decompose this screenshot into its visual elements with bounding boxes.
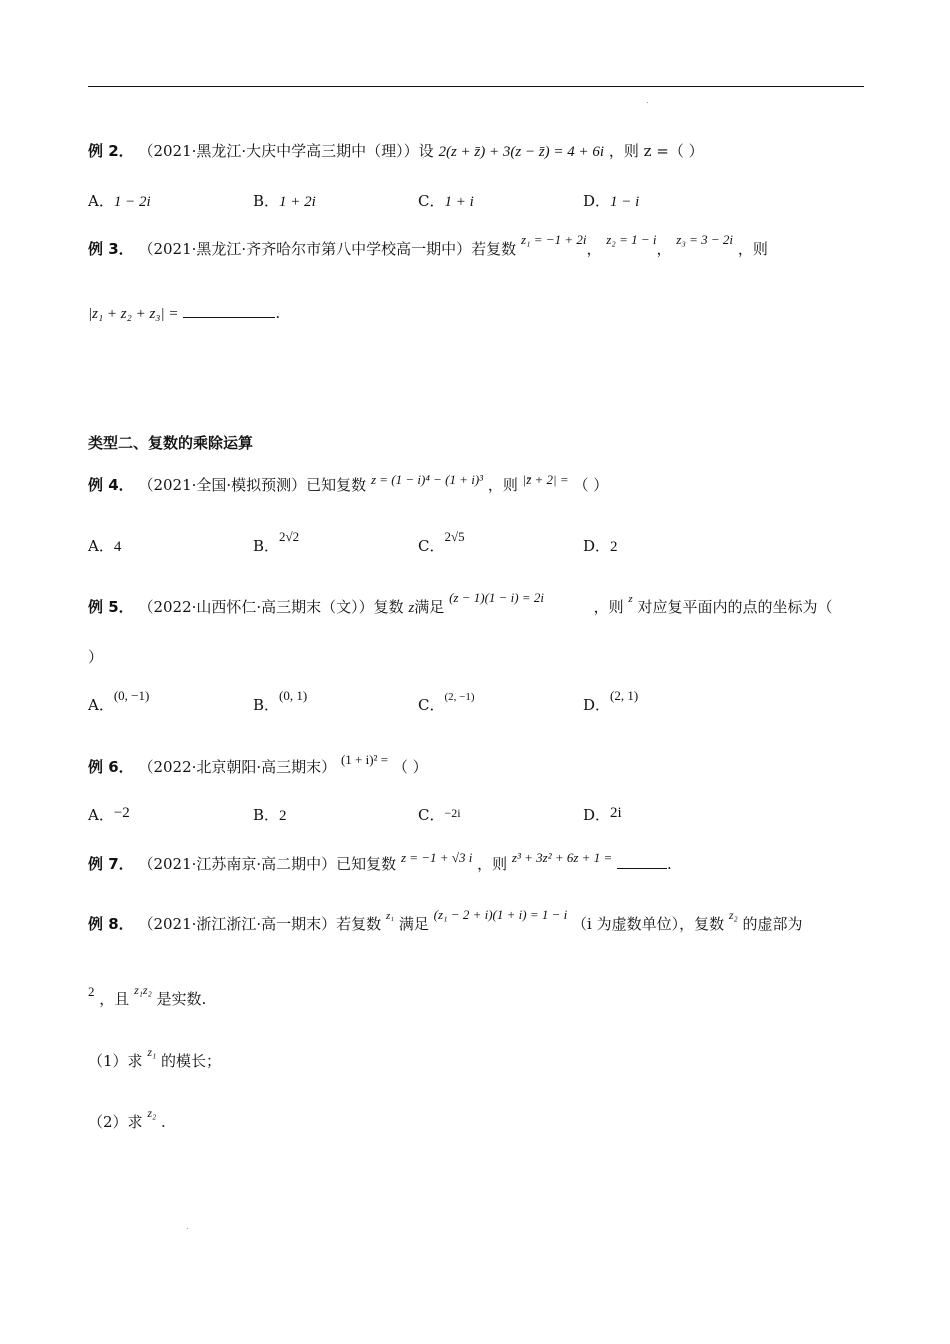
option-value: (2, 1) xyxy=(610,688,639,703)
option-key: C． xyxy=(418,696,445,714)
option-key: A． xyxy=(88,696,114,714)
example-3-z3: z₃ = 3 − 2i xyxy=(676,232,734,247)
q1-tail: 的模长； xyxy=(160,1052,221,1070)
example-5-cond: 满足 xyxy=(414,598,445,616)
footer-dot: . xyxy=(186,1222,189,1231)
option-value: 2 xyxy=(279,808,287,824)
example-8-z2: z₂ xyxy=(728,908,738,922)
example-5-z: z xyxy=(408,600,415,616)
example-4-source: （2021·全国·模拟预测）已知复数 xyxy=(138,476,367,494)
option-value: 1 + i xyxy=(444,194,474,210)
option-value: (0, 1) xyxy=(279,688,308,703)
section-heading: 类型二、复数的乘除运算 xyxy=(88,434,254,452)
example-5-option-c[interactable] xyxy=(418,691,475,718)
option-value: −2 xyxy=(113,805,130,821)
example-7-source: （2021·江苏南京·高二期中）已知复数 xyxy=(138,855,397,873)
example-2-source: （2021·黑龙江·大庆中学高三期中（理））设 xyxy=(138,142,434,160)
option-key: C． xyxy=(418,806,445,824)
example-8-formula: (z₁ − 2 + i)(1 + i) = 1 − i xyxy=(433,907,568,922)
example-4-formula: z = (1 − i)⁴ − (1 + i)³ xyxy=(370,472,484,487)
example-3-expr: |z₁ + z₂ + z₃| = xyxy=(88,306,179,322)
option-value: 4 xyxy=(113,539,122,555)
example-5-option-d[interactable] xyxy=(583,688,639,717)
example-4-option-b[interactable] xyxy=(253,529,300,558)
example-6-option-a[interactable] xyxy=(88,804,130,827)
example-6-option-d[interactable] xyxy=(583,804,622,827)
q2-label: （2）求 xyxy=(88,1113,143,1131)
example-8-source: （2021·浙江浙江·高一期末）若复数 xyxy=(138,915,382,933)
option-value: 2i xyxy=(610,805,622,821)
example-3-z1: z₁ = −1 + 2i xyxy=(520,232,587,247)
example-7-mid: ，则 xyxy=(477,855,508,873)
example-5-tail2: 对应复平面内的点的坐标为（ xyxy=(637,598,833,616)
example-2-tail: ，则 z =（ ） xyxy=(608,142,704,160)
header-rule xyxy=(88,86,864,87)
example-8-label: 例 8． xyxy=(88,915,134,933)
example-3-tail: ，则 xyxy=(737,240,768,258)
example-8-num: 2 xyxy=(88,984,95,999)
example-2-option-d[interactable] xyxy=(583,190,639,213)
example-7 xyxy=(88,850,672,876)
example-7-formula: z = −1 + √3 i xyxy=(400,850,473,865)
option-value: 2√5 xyxy=(444,529,465,544)
example-2 xyxy=(88,140,704,163)
example-2-option-c[interactable] xyxy=(418,190,474,213)
option-key: A． xyxy=(88,192,114,210)
example-4-expr: |z̄ + 2| = xyxy=(522,472,569,487)
example-6-label: 例 6． xyxy=(88,758,134,776)
q1-var: z₁ xyxy=(147,1045,157,1059)
option-key: B． xyxy=(253,192,280,210)
option-key: D． xyxy=(583,537,611,555)
option-key: B． xyxy=(253,806,280,824)
option-key: D． xyxy=(583,696,611,714)
example-3-end: . xyxy=(275,304,281,322)
example-6 xyxy=(88,752,428,779)
example-7-end: . xyxy=(667,855,672,873)
example-8 xyxy=(88,907,803,937)
example-5-option-a[interactable] xyxy=(88,688,150,717)
option-key: B． xyxy=(253,696,280,714)
example-7-expr: z³ + 3z² + 6z + 1 = xyxy=(511,850,613,865)
example-4-label: 例 4． xyxy=(88,476,134,494)
example-8-paren: （i 为虚数单位），复数 xyxy=(572,915,725,933)
q1-label: （1）求 xyxy=(88,1052,143,1070)
example-4-option-a[interactable] xyxy=(88,535,121,558)
option-key: D． xyxy=(583,806,611,824)
example-2-option-a[interactable] xyxy=(88,190,151,213)
option-key: A． xyxy=(88,537,114,555)
option-key: D． xyxy=(583,192,611,210)
option-key: B． xyxy=(253,537,280,555)
example-8-z1: z₁ xyxy=(385,910,395,922)
option-value: 2√2 xyxy=(279,529,300,544)
example-5-source: （2022·山西怀仁·高三期末（文））复数 xyxy=(138,598,404,616)
example-5-option-b[interactable] xyxy=(253,688,308,717)
example-6-option-c[interactable] xyxy=(418,804,461,827)
example-8-line-2 xyxy=(88,983,207,1011)
example-6-formula: (1 + i)² = xyxy=(340,752,389,767)
example-8-question-1 xyxy=(88,1045,221,1073)
example-8-question-2 xyxy=(88,1106,166,1134)
answer-blank[interactable] xyxy=(183,303,275,318)
example-6-option-b[interactable] xyxy=(253,804,287,827)
option-value: (2, −1) xyxy=(444,691,475,703)
example-7-label: 例 7． xyxy=(88,855,134,873)
example-8-cond: 满足 xyxy=(398,915,429,933)
example-3: 例 3． （2021·黑龙江·齐齐哈尔市第八中学校高一期中）若复数 z₁ = −1 + 2i， z₂ = 1 − i， z₃ = 3 − 2i ，则 xyxy=(88,232,768,258)
example-3-z2: z₂ = 1 − i xyxy=(606,232,657,247)
option-value: (0, −1) xyxy=(113,688,150,703)
example-5-label: 例 5． xyxy=(88,598,134,616)
example-8-line2-tail: 是实数. xyxy=(156,990,207,1008)
example-5-z2: z xyxy=(628,593,633,605)
example-3-source: （2021·黑龙江·齐齐哈尔市第八中学校高一期中）若复数 xyxy=(138,240,517,258)
example-4-mid: ，则 xyxy=(487,476,518,494)
example-8-mid: ，且 xyxy=(99,990,130,1008)
example-4-option-d[interactable] xyxy=(583,535,618,558)
example-8-tail: 的虚部为 xyxy=(742,915,803,933)
example-5-close: ） xyxy=(88,648,104,666)
example-5-formula: (z − 1)(1 − i) = 2i xyxy=(449,590,545,605)
example-2-formula: 2(z + z̄) + 3(z − z̄) = 4 + 6i xyxy=(438,144,605,160)
example-5-tail: ，则 xyxy=(593,598,624,616)
example-6-tail: （ ） xyxy=(392,758,428,776)
answer-blank[interactable] xyxy=(617,854,667,869)
option-key: C． xyxy=(418,192,445,210)
option-key: A． xyxy=(88,806,114,824)
example-4-tail: （ ） xyxy=(573,476,609,494)
option-value: 2 xyxy=(610,539,618,555)
example-2-label: 例 2． xyxy=(88,142,134,160)
q2-tail: . xyxy=(160,1113,166,1131)
example-4-option-c[interactable] xyxy=(418,529,465,558)
option-value: 1 − 2i xyxy=(113,194,151,210)
example-3-line-2 xyxy=(88,302,280,325)
option-key: C． xyxy=(418,537,445,555)
option-value: 1 − i xyxy=(610,194,640,210)
option-value: −2i xyxy=(444,806,461,820)
header-dot: . xyxy=(646,96,649,105)
example-3-label: 例 3． xyxy=(88,240,134,258)
example-2-option-b[interactable] xyxy=(253,190,316,213)
example-5 xyxy=(88,590,833,620)
example-4 xyxy=(88,474,608,497)
example-8-product: z₁z₂ xyxy=(134,983,152,997)
option-value: 1 + 2i xyxy=(279,194,316,210)
q2-var: z₂ xyxy=(147,1106,157,1120)
example-6-source: （2022·北京朝阳·高三期末） xyxy=(138,758,337,776)
